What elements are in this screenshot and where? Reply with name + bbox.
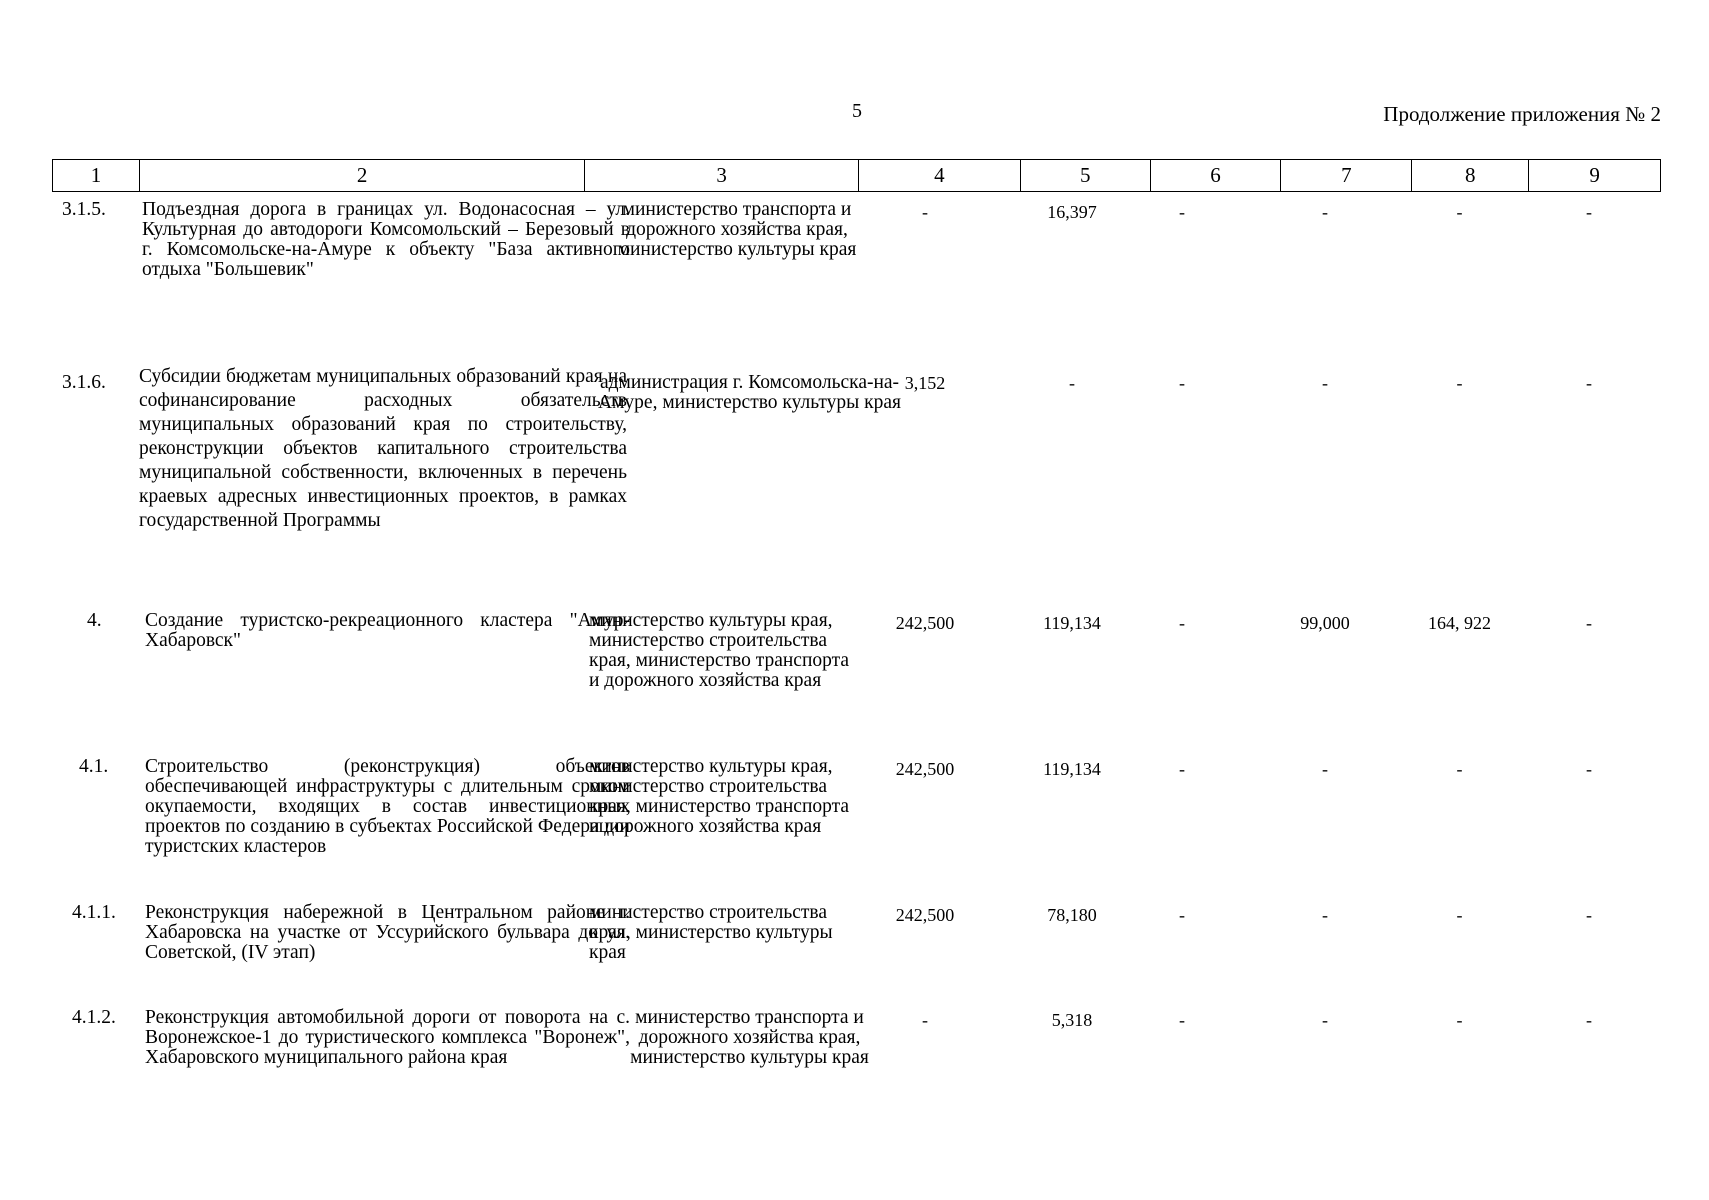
value-col-5: 119,134 — [1043, 613, 1101, 633]
value-col-5: - — [1069, 373, 1075, 393]
value-col-4: 3,152 — [904, 373, 946, 393]
value-col-4: 242,500 — [895, 613, 955, 633]
value-col-8: - — [1456, 373, 1463, 393]
header-col-3: 3 — [585, 160, 859, 191]
value-col-9: - — [1586, 202, 1592, 222]
header-col-8: 8 — [1412, 160, 1529, 191]
row-name: Строительство (реконструкция) объектов обеспечивающей инфраструктуры с длительным сроком окупаемости, входящих в состав инвестиционных проектов по созданию в субъектах Российской Федерации туристских кластеров — [145, 756, 630, 857]
value-col-7: - — [1322, 373, 1328, 393]
value-col-4: - — [922, 1010, 928, 1030]
row-number: 4.1.1. — [72, 902, 116, 923]
row-name: Субсидии бюджетам муниципальных образований края на софинансирование расходных обязательств муниципальных образований края по строительству, реконструкции объектов капитального строительства муниципальной собственности, включенных в перечень краевых адресных инвестиционных проектов, в рамках государственной Программы — [139, 366, 627, 531]
value-col-4: 242,500 — [895, 905, 955, 925]
value-col-9: - — [1586, 613, 1592, 633]
value-col-9: - — [1586, 759, 1592, 779]
value-col-6: - — [1179, 373, 1185, 393]
value-col-6: - — [1179, 905, 1185, 925]
row-name: Создание туристско-рекреационного кластера "Амур-Хабаровск" — [145, 610, 630, 651]
row-name: Реконструкция набережной в Центральном районе г. Хабаровска на участке от Уссурийского бульвара до ул. Советской, (IV этап) — [145, 902, 630, 963]
header-col-5: 5 — [1021, 160, 1151, 191]
page-number: 5 — [852, 100, 862, 122]
row-responsible: министерство транспорта и дорожного хозяйства края, министерство культуры края — [630, 1007, 869, 1068]
row-responsible: министерство культуры края, министерство строительства края, министерство транспорта и дорожного хозяйства края — [589, 756, 850, 837]
row-number: 4. — [87, 610, 102, 631]
value-col-6: - — [1179, 759, 1185, 779]
value-col-7: - — [1322, 759, 1328, 779]
row-number: 3.1.5. — [62, 199, 106, 220]
value-col-6: - — [1179, 1010, 1185, 1030]
value-col-9: - — [1586, 905, 1592, 925]
value-col-9: - — [1586, 1010, 1592, 1030]
value-col-4: - — [922, 202, 928, 222]
value-col-7: - — [1322, 202, 1328, 222]
row-name: Реконструкция автомобильной дороги от поворота на с. Воронежское-1 до туристического комплекса "Воронеж", Хабаровского муниципального района края — [145, 1007, 630, 1068]
value-col-7: 99,000 — [1300, 613, 1350, 633]
value-col-7: - — [1322, 905, 1328, 925]
value-col-8: - — [1456, 1010, 1463, 1030]
row-number: 3.1.6. — [62, 372, 106, 393]
value-col-5: 119,134 — [1043, 759, 1101, 779]
value-col-6: - — [1179, 202, 1185, 222]
row-number: 4.1.2. — [72, 1007, 116, 1028]
value-col-8: - — [1456, 759, 1463, 779]
value-col-8: - — [1456, 202, 1463, 222]
row-number: 4.1. — [79, 756, 109, 777]
row-name: Подъездная дорога в границах ул. Водонасосная – ул. Культурная до автодороги Комсомольский – Березовый в г. Комсомольске-на-Амуре к объекту "База активного отдыха "Большевик" — [142, 199, 630, 280]
value-col-5: 16,397 — [1047, 202, 1097, 222]
row-responsible: министерство строительства края, министерство культуры края — [589, 902, 833, 963]
row-responsible: министерство транспорта и дорожного хозяйства края, министерство культуры края — [617, 199, 857, 260]
value-col-8: - — [1456, 905, 1463, 925]
value-col-8: 164, 922 — [1428, 613, 1491, 633]
header-col-2: 2 — [140, 160, 585, 191]
row-responsible: министерство культуры края, министерство строительства края, министерство транспорта и дорожного хозяйства края — [589, 610, 850, 691]
appendix-note: Продолжение приложения № 2 — [1383, 102, 1661, 126]
value-col-4: 242,500 — [895, 759, 955, 779]
value-col-7: - — [1322, 1010, 1328, 1030]
value-col-5: 78,180 — [1047, 905, 1097, 925]
header-col-1: 1 — [53, 160, 140, 191]
value-col-6: - — [1179, 613, 1185, 633]
table-header — [52, 159, 1661, 192]
value-col-9: - — [1586, 373, 1592, 393]
header-col-9: 9 — [1589, 163, 1600, 187]
row-responsible: администрация г. Комсомольска-на-Амуре, министерство культуры края — [598, 372, 901, 413]
header-col-7: 7 — [1281, 160, 1412, 191]
header-col-6: 6 — [1151, 160, 1282, 191]
header-col-4: 4 — [859, 160, 1021, 191]
value-col-5: 5,318 — [1051, 1010, 1093, 1030]
